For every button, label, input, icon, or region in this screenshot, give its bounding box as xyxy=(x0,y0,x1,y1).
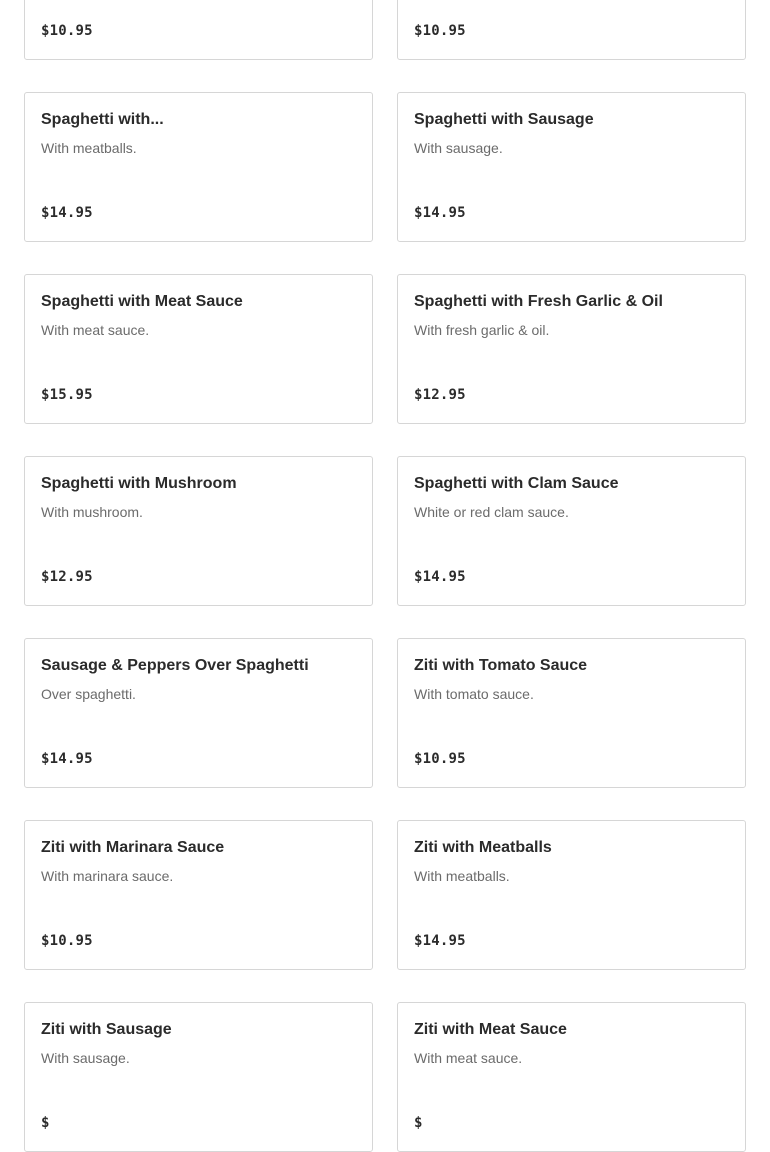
menu-item-price: $12.95 xyxy=(41,569,93,585)
menu-item-description: With marinara sauce. xyxy=(41,868,174,884)
menu-item-name: Ziti with Marinara Sauce xyxy=(41,839,225,856)
menu-item-price: $14.95 xyxy=(414,205,466,221)
menu-item-name: Spaghetti with Sausage xyxy=(414,111,594,128)
menu-item-card[interactable] xyxy=(397,820,746,970)
menu-item-card[interactable] xyxy=(397,0,746,60)
menu-item-card[interactable] xyxy=(24,820,373,970)
menu-item-description: With mushroom. xyxy=(41,504,143,520)
menu-item-card[interactable] xyxy=(24,0,373,60)
menu-item-card[interactable] xyxy=(24,92,373,242)
menu-item-card[interactable] xyxy=(24,274,373,424)
menu-item-price: $12.95 xyxy=(414,387,466,403)
menu-item-name: Spaghetti with Clam Sauce xyxy=(414,475,619,492)
menu-item-name: Spaghetti with Mushroom xyxy=(41,475,237,492)
menu-item-price: $14.95 xyxy=(414,569,466,585)
menu-item-card[interactable] xyxy=(397,92,746,242)
menu-item-name: Spaghetti with Meat Sauce xyxy=(41,293,243,310)
menu-item-price: $14.95 xyxy=(41,205,93,221)
menu-item-name: Spaghetti with... xyxy=(41,111,164,128)
menu-item-card[interactable] xyxy=(397,1002,746,1152)
menu-item-name: Ziti with Meat Sauce xyxy=(414,1021,567,1038)
menu-item-price: $10.95 xyxy=(41,23,93,39)
menu-item-price: $ xyxy=(414,1115,423,1131)
menu-item-description: With sausage. xyxy=(414,140,503,156)
menu-item-card[interactable] xyxy=(397,274,746,424)
menu-item-description: With meatballs. xyxy=(41,140,137,156)
menu-item-name: Sausage & Peppers Over Spaghetti xyxy=(41,657,309,674)
menu-item-price: $14.95 xyxy=(414,933,466,949)
menu-item-price: $10.95 xyxy=(414,751,466,767)
menu-item-description: Over spaghetti. xyxy=(41,686,136,702)
menu-item-price: $10.95 xyxy=(414,23,466,39)
menu-item-name: Ziti with Sausage xyxy=(41,1021,172,1038)
menu-item-price: $10.95 xyxy=(41,933,93,949)
menu-item-card[interactable] xyxy=(24,1002,373,1152)
menu-item-description: White or red clam sauce. xyxy=(414,504,569,520)
menu-item-card[interactable] xyxy=(24,638,373,788)
menu-item-description: With fresh garlic & oil. xyxy=(414,322,550,338)
menu-item-name: Ziti with Tomato Sauce xyxy=(414,657,588,674)
menu-item-card[interactable] xyxy=(397,638,746,788)
menu-item-description: With meat sauce. xyxy=(41,322,150,338)
menu-item-description: With tomato sauce. xyxy=(414,686,534,702)
menu-item-description: With meatballs. xyxy=(414,868,510,884)
menu-item-name: Ziti with Meatballs xyxy=(414,839,552,856)
menu-item-name: Spaghetti with Fresh Garlic & Oil xyxy=(414,293,663,310)
menu-item-card[interactable] xyxy=(397,456,746,606)
menu-item-card[interactable] xyxy=(24,456,373,606)
menu-item-price: $15.95 xyxy=(41,387,93,403)
menu-item-price: $ xyxy=(41,1115,50,1131)
menu-item-description: With sausage. xyxy=(41,1050,130,1066)
menu-item-price: $14.95 xyxy=(41,751,93,767)
menu-item-description: With meat sauce. xyxy=(414,1050,523,1066)
